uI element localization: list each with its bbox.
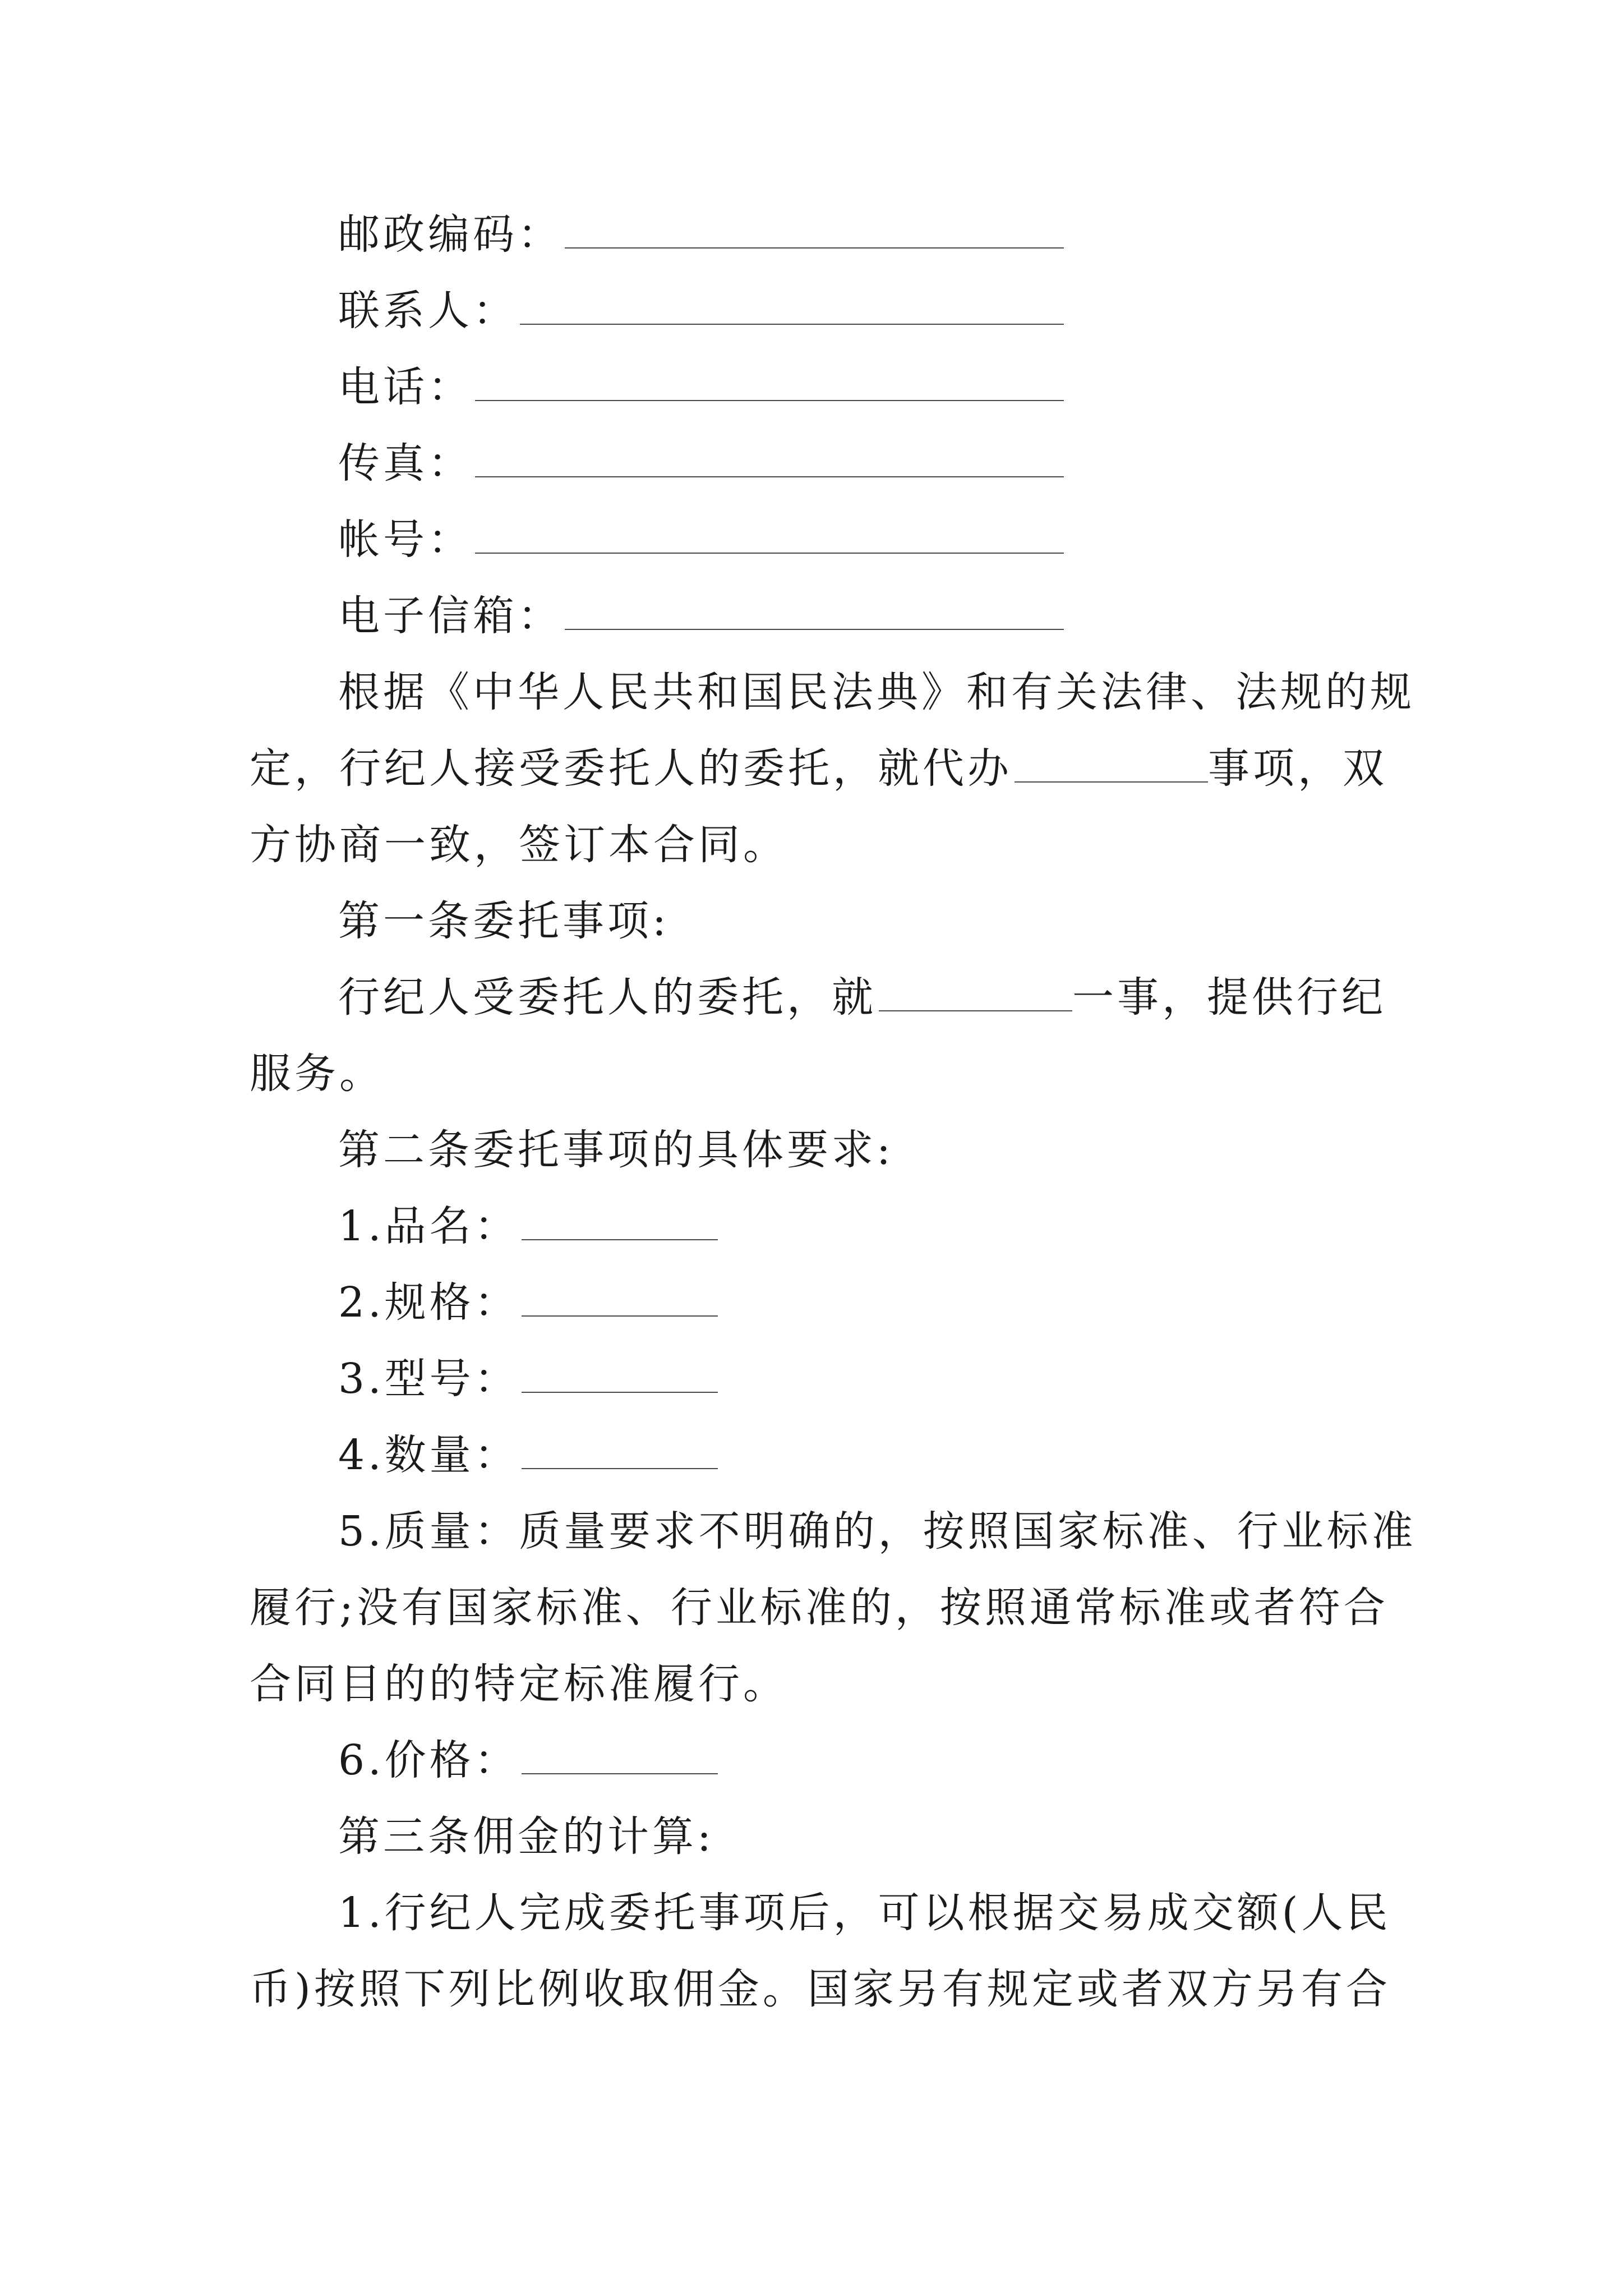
fax-label: 传真： bbox=[338, 439, 473, 487]
article-1-line-1-a: 行纪人受委托人的委托，就 bbox=[338, 973, 877, 1022]
quality-line-1: 5.质量：质量要求不明确的，按照国家标准、行业标准 bbox=[338, 1507, 1417, 1556]
specification-label: 2.规格： bbox=[338, 1278, 519, 1327]
postal-code-row bbox=[250, 196, 1388, 273]
product-name-blank[interactable] bbox=[522, 1205, 718, 1240]
article-1-line-1-b: 一事，提供行纪 bbox=[1072, 973, 1386, 1022]
quality-line-2: 履行;没有国家标准、行业标准的，按照通常标准或者符合 bbox=[250, 1584, 1389, 1632]
quantity-label: 4.数量： bbox=[338, 1431, 519, 1479]
phone-blank[interactable] bbox=[475, 366, 1064, 401]
article-3-line-2: 币)按照下列比例收取佣金。国家另有规定或者双方另有合 bbox=[250, 1965, 1391, 2013]
contact-blank[interactable] bbox=[520, 290, 1064, 325]
fax-row bbox=[250, 425, 1388, 501]
specification-row bbox=[250, 1264, 1388, 1341]
article-1-line-1 bbox=[250, 959, 1388, 1036]
agency-matter-blank[interactable] bbox=[1015, 748, 1208, 783]
price-row bbox=[250, 1722, 1388, 1798]
account-label: 帐号： bbox=[338, 516, 473, 564]
product-name-row bbox=[250, 1188, 1388, 1264]
email-label: 电子信箱： bbox=[338, 592, 562, 640]
article-2-title: 第二条委托事项的具体要求: bbox=[338, 1126, 894, 1174]
intro-line-3: 方协商一致，签订本合同。 bbox=[250, 821, 788, 869]
model-label: 3.型号： bbox=[338, 1355, 519, 1403]
model-blank[interactable] bbox=[522, 1358, 718, 1393]
account-blank[interactable] bbox=[475, 519, 1064, 554]
article-1-title: 第一条委托事项: bbox=[338, 897, 670, 945]
account-row bbox=[250, 501, 1388, 578]
email-blank[interactable] bbox=[565, 595, 1064, 630]
intro-line-2-b: 事项，双 bbox=[1208, 744, 1387, 793]
article-3-line-1: 1.行纪人完成委托事项后，可以根据交易成交额(人民 bbox=[338, 1889, 1391, 1937]
intro-line-2 bbox=[250, 730, 1388, 807]
quantity-row bbox=[250, 1417, 1388, 1493]
product-name-label: 1.品名： bbox=[338, 1202, 519, 1250]
price-label: 6.价格： bbox=[338, 1736, 519, 1784]
contact-label: 联系人： bbox=[338, 287, 518, 335]
intro-line-1: 根据《中华人民共和国民法典》和有关法律、法规的规 bbox=[338, 668, 1415, 716]
model-row bbox=[250, 1341, 1388, 1417]
intro-line-2-a: 定，行纪人接受委托人的委托，就代办 bbox=[250, 744, 1012, 793]
specification-blank[interactable] bbox=[522, 1282, 718, 1317]
article-1-line-2: 服务。 bbox=[250, 1050, 384, 1098]
quality-line-3: 合同目的的特定标准履行。 bbox=[250, 1660, 788, 1708]
email-row bbox=[250, 578, 1388, 654]
article-3-title: 第三条佣金的计算: bbox=[338, 1812, 714, 1861]
postal-code-label: 邮政编码： bbox=[338, 210, 562, 259]
fax-blank[interactable] bbox=[475, 443, 1064, 477]
phone-label: 电话： bbox=[338, 363, 473, 411]
quantity-blank[interactable] bbox=[522, 1434, 718, 1469]
document-body bbox=[250, 196, 1417, 2027]
price-blank[interactable] bbox=[522, 1740, 718, 1774]
contact-row bbox=[250, 273, 1388, 349]
phone-row bbox=[250, 349, 1388, 425]
commission-matter-blank[interactable] bbox=[879, 977, 1072, 1011]
postal-code-blank[interactable] bbox=[565, 214, 1064, 249]
